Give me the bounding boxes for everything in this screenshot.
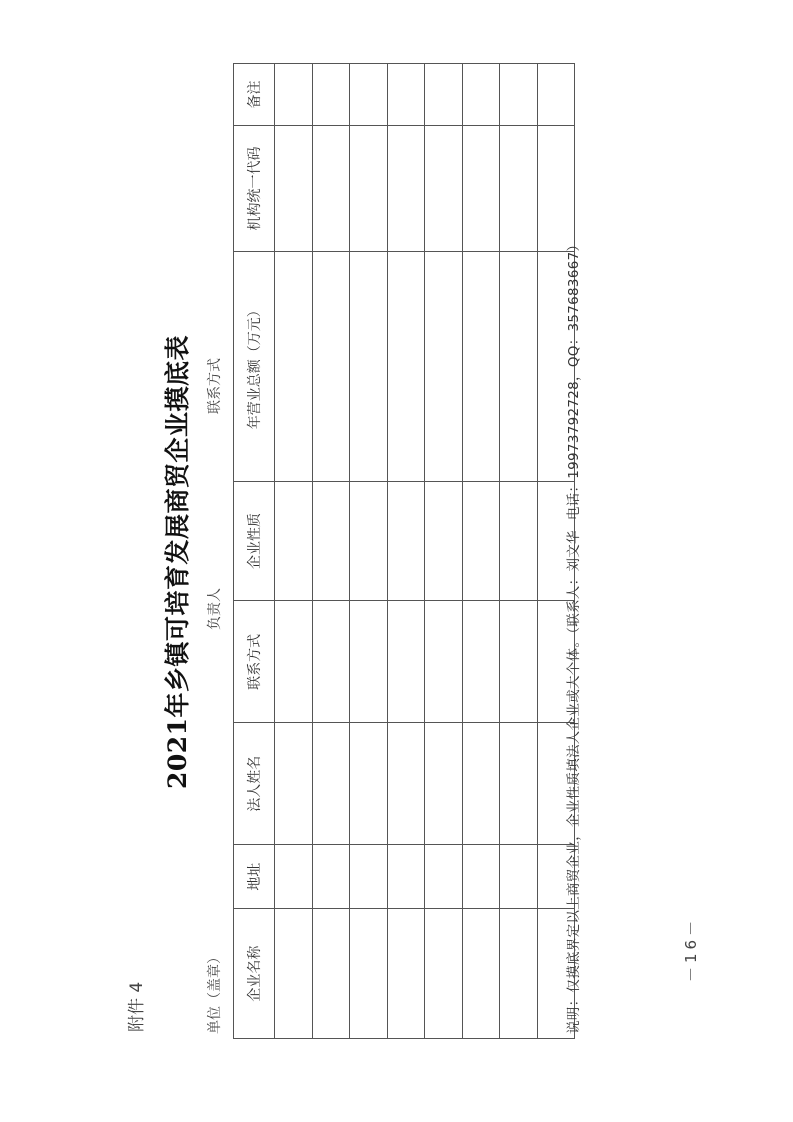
table-cell[interactable] <box>462 481 500 601</box>
header-remarks: 备注 <box>234 64 275 126</box>
table-cell[interactable] <box>425 723 463 845</box>
table-row <box>312 64 350 1039</box>
table-row <box>275 64 313 1039</box>
table-cell[interactable] <box>275 601 313 723</box>
table-cell[interactable] <box>275 845 313 909</box>
table-cell[interactable] <box>312 251 350 481</box>
table-cell[interactable] <box>425 251 463 481</box>
table-row <box>350 64 388 1039</box>
table-cell[interactable] <box>425 64 463 126</box>
table-cell[interactable] <box>500 251 538 481</box>
table-cell[interactable] <box>462 251 500 481</box>
table-cell[interactable] <box>462 601 500 723</box>
table-cell[interactable] <box>500 845 538 909</box>
table-cell[interactable] <box>425 601 463 723</box>
document-title: 2021年乡镇可培育发展商贸企业摸底表 <box>163 334 192 790</box>
header-contact: 联系方式 <box>234 601 275 723</box>
table-cell[interactable] <box>275 126 313 252</box>
table-cell[interactable] <box>462 723 500 845</box>
person-in-charge-label: 负责人 <box>207 588 223 630</box>
table-cell[interactable] <box>500 64 538 126</box>
header-org-code: 机构统一代码 <box>234 126 275 252</box>
page-number: －16－ <box>682 916 700 982</box>
header-annual-revenue: 年营业总额（万元） <box>234 251 275 481</box>
table-cell[interactable] <box>312 64 350 126</box>
note-text: 说明：仅摸底界定以上商贸企业，企业性质填法人企业或大个体。（联系人：刘文华 <box>566 530 582 1034</box>
table-cell[interactable] <box>350 64 388 126</box>
header-enterprise-name: 企业名称 <box>234 909 275 1039</box>
table-cell[interactable] <box>312 909 350 1039</box>
table-cell[interactable] <box>275 723 313 845</box>
table-cell[interactable] <box>500 723 538 845</box>
table-cell[interactable] <box>350 251 388 481</box>
note-phone: 电话：19973792728，QQ：357683667） <box>566 237 582 521</box>
table-cell[interactable] <box>462 845 500 909</box>
table-cell[interactable] <box>350 723 388 845</box>
table-cell[interactable] <box>312 481 350 601</box>
table-cell[interactable] <box>425 126 463 252</box>
header-legal-rep-name: 法人姓名 <box>234 723 275 845</box>
table-cell[interactable] <box>312 845 350 909</box>
table-cell[interactable] <box>275 251 313 481</box>
table-cell[interactable] <box>312 601 350 723</box>
table-cell[interactable] <box>312 126 350 252</box>
table-cell[interactable] <box>425 481 463 601</box>
header-address: 地址 <box>234 845 275 909</box>
table-cell[interactable] <box>387 64 425 126</box>
survey-table <box>233 63 575 1039</box>
table-cell[interactable] <box>462 909 500 1039</box>
table-header-row <box>234 64 275 1039</box>
table-row <box>425 64 463 1039</box>
table-row <box>462 64 500 1039</box>
unit-seal-label: 单位（盖章） <box>207 950 223 1034</box>
table-cell[interactable] <box>462 64 500 126</box>
table-cell[interactable] <box>500 601 538 723</box>
annex-label: 附件 4 <box>127 981 147 1032</box>
table-cell[interactable] <box>350 845 388 909</box>
explanatory-note <box>562 238 582 1034</box>
table-cell[interactable] <box>350 481 388 601</box>
table-cell[interactable] <box>387 126 425 252</box>
table-cell[interactable] <box>500 909 538 1039</box>
header-enterprise-type: 企业性质 <box>234 481 275 601</box>
table-cell[interactable] <box>312 723 350 845</box>
table-cell[interactable] <box>537 64 575 126</box>
table-cell[interactable] <box>387 845 425 909</box>
table-cell[interactable] <box>387 601 425 723</box>
table-cell[interactable] <box>462 126 500 252</box>
table-row <box>500 64 538 1039</box>
table-cell[interactable] <box>350 909 388 1039</box>
table-row <box>387 64 425 1039</box>
table-cell[interactable] <box>537 126 575 252</box>
table-cell[interactable] <box>275 64 313 126</box>
table-cell[interactable] <box>425 845 463 909</box>
table-cell[interactable] <box>425 909 463 1039</box>
table-cell[interactable] <box>275 909 313 1039</box>
table-body <box>275 64 575 1039</box>
table-cell[interactable] <box>387 251 425 481</box>
table-cell[interactable] <box>387 481 425 601</box>
table-cell[interactable] <box>275 481 313 601</box>
table-cell[interactable] <box>350 126 388 252</box>
table-cell[interactable] <box>387 909 425 1039</box>
table-cell[interactable] <box>387 723 425 845</box>
table-cell[interactable] <box>350 601 388 723</box>
table-cell[interactable] <box>500 481 538 601</box>
table-cell[interactable] <box>500 126 538 252</box>
contact-method-label: 联系方式 <box>207 358 223 414</box>
